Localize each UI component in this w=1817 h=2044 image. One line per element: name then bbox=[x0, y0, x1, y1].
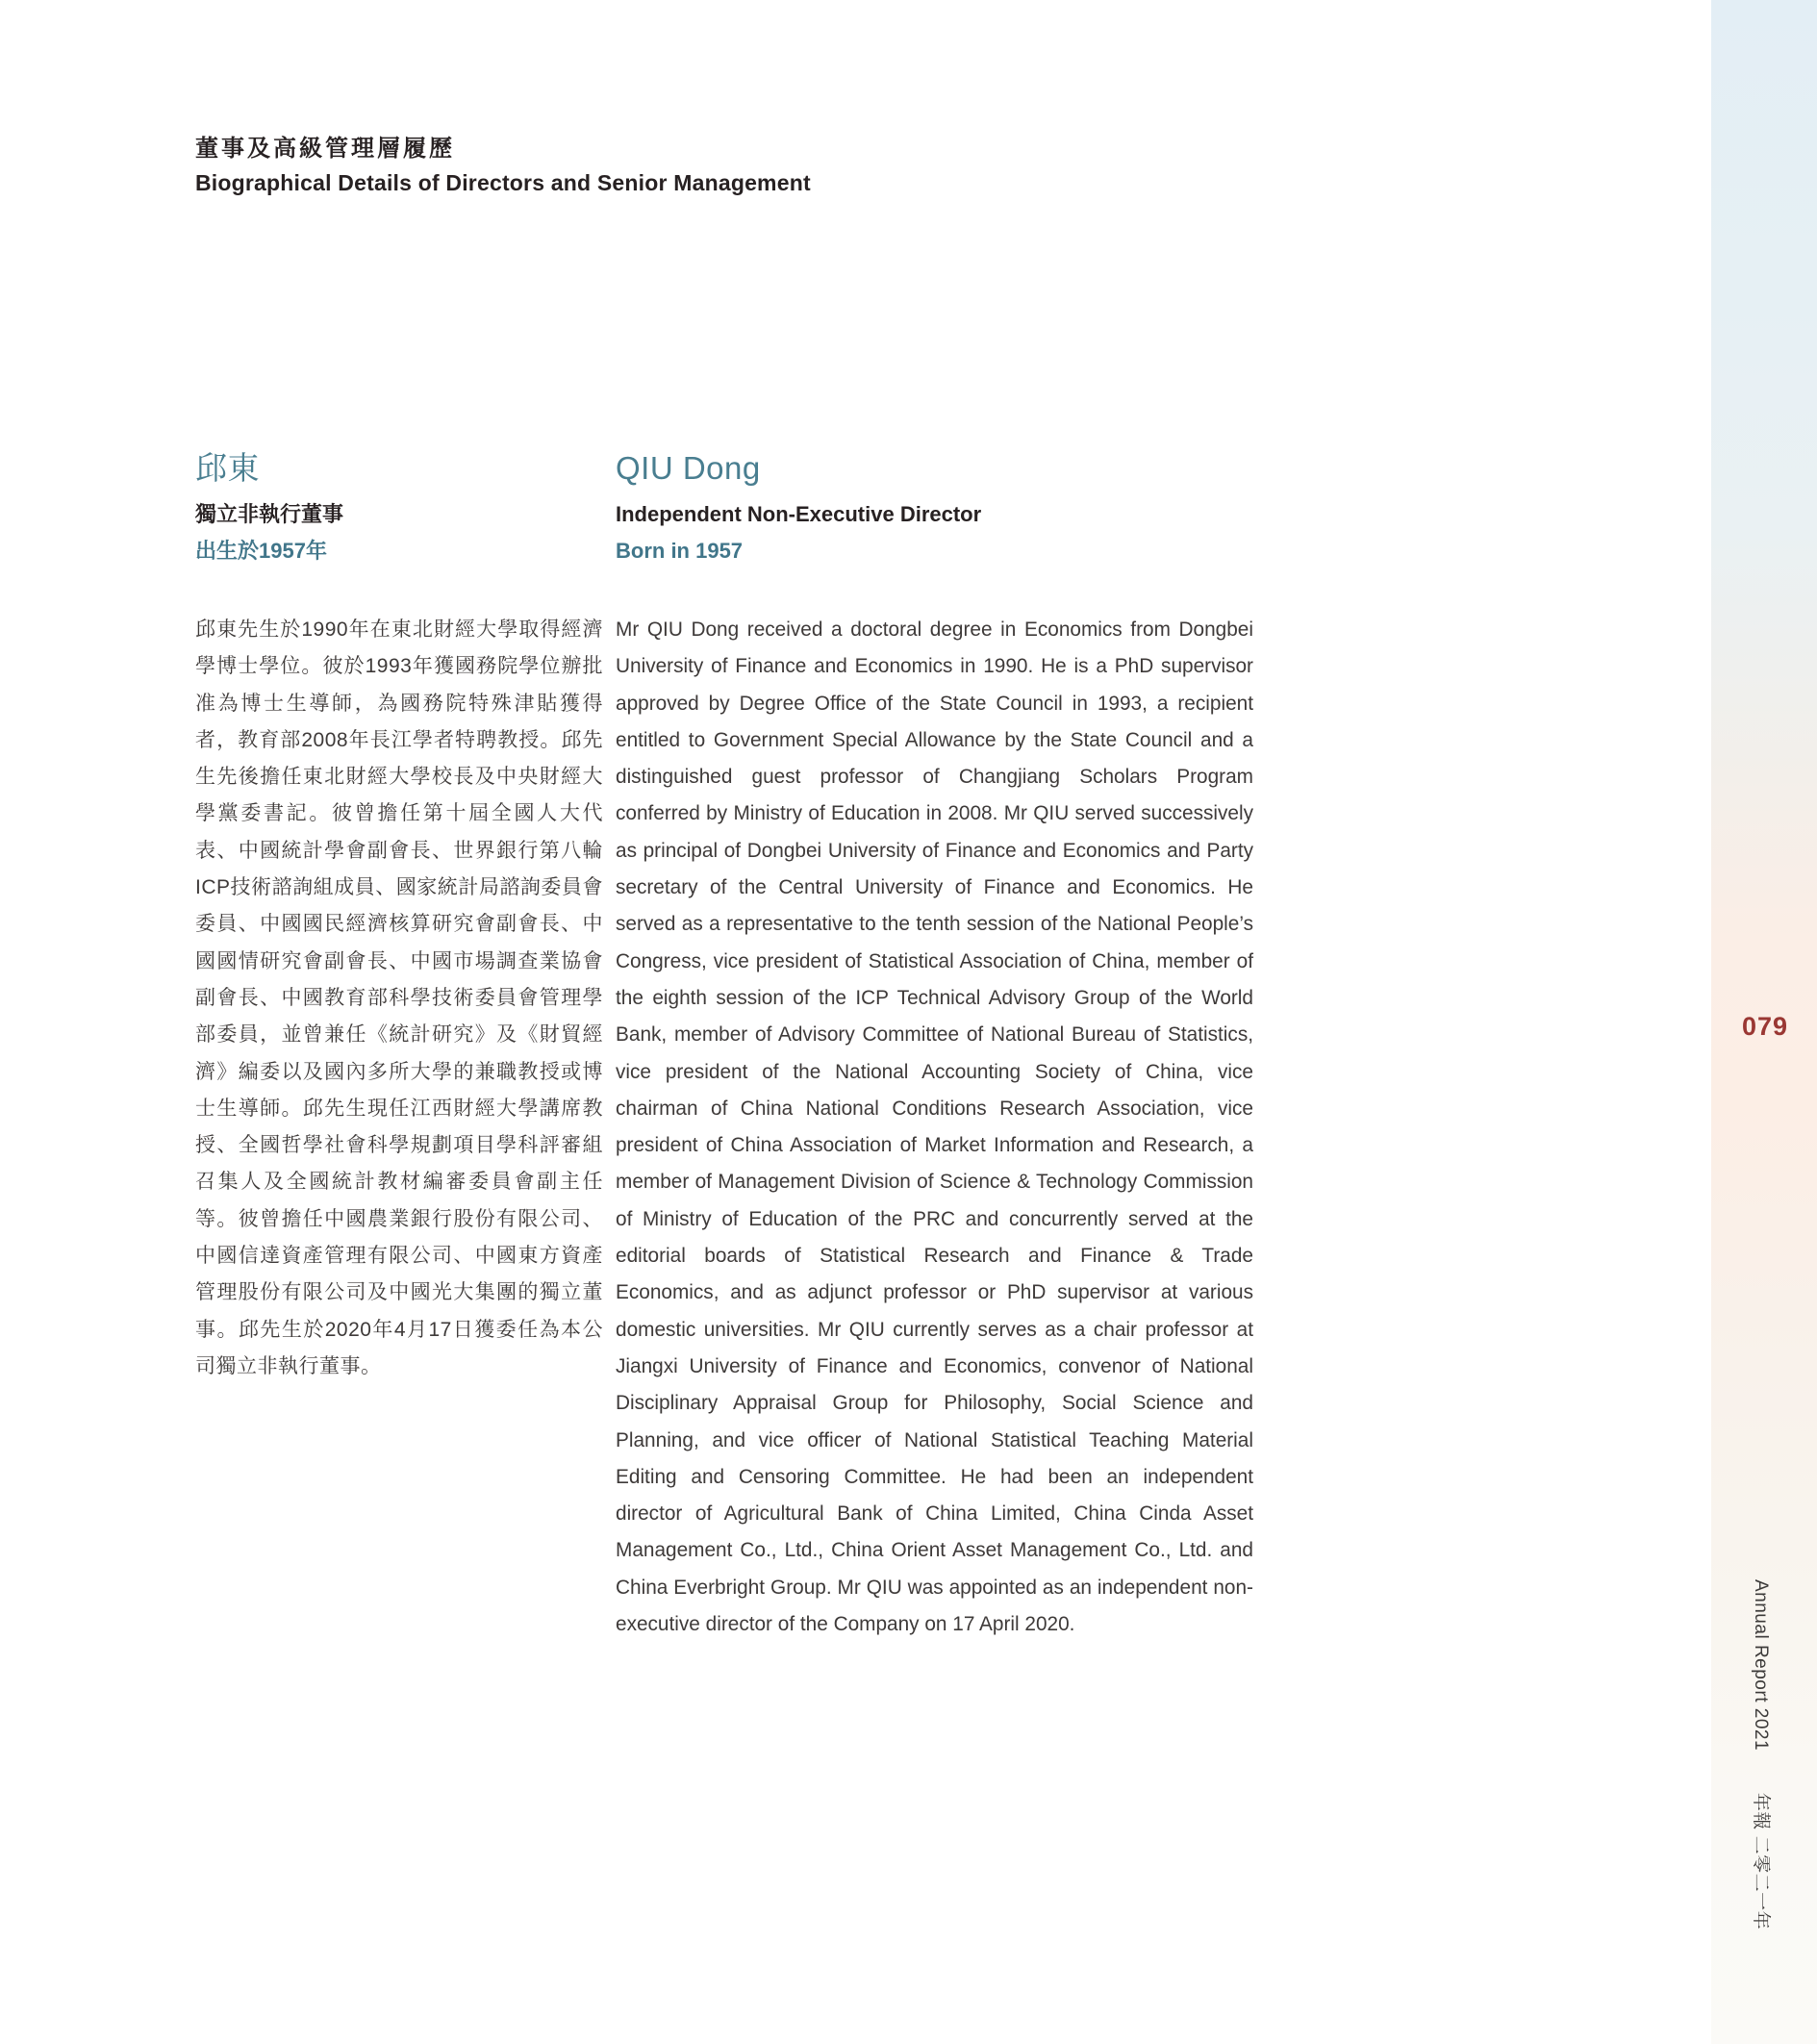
director-biography-english: Mr QIU Dong received a doctoral degree in Economics from Dongbei University of Finance and Economics in 1990. He is a PhD supervisor approved by Degree Office of the State Council in 1993, a recipient entitled to Government Special Allowance by the State Council and a distinguished guest professor of Changjiang Scholars Program conferred by Ministry of Education in 2008. Mr QIU served successively as principal of Dongbei University of Finance and Economics and Party secretary of the Central University of Finance and Economics. He served as a representative to the tenth session of the National People’s Congress, vice president of Statistical Association of China, member of the eighth session of the ICP Technical Advisory Group of the World Bank, member of Advisory Committee of National Bureau of Statistics, vice president of the National Accounting Society of China, vice chairman of China National Conditions Research Association, vice president of China Association of Market Information and Research, a member of Management Division of Science & Technology Commission of Ministry of Education of the PRC and concurrently served at the editorial boards of Statistical Research and Finance & Trade Economics, and as adjunct professor or PhD supervisor at various domestic universities. Mr QIU currently serves as a chair professor at Jiangxi University of Finance and Economics, convenor of National Disciplinary Appraisal Group for Philosophy, Social Science and Planning, and vice officer of National Statistical Teaching Material Editing and Censoring Committee. He had been an independent director of Agricultural Bank of China Limited, China Cinda Asset Management Co., Ltd., China Orient Asset Management Co., Ltd. and China Everbright Group. Mr QIU was appointed as an independent non-executive director of the Company on 17 April 2020. bbox=[616, 618, 1253, 1636]
director-biography-chinese: 邱東先生於1990年在東北財經大學取得經濟學博士學位。彼於1993年獲國務院學位辦批准為博士生導師，為國務院特殊津貼獲得者，教育部2008年長江學者特聘教授。邱先生先後擔任東北財經大學校長及中央財經大學黨委書記。彼曾擔任第十屆全國人大代表、中國統計學會副會長、世界銀行第八輪ICP技術諮詢組成員、國家統計局諮詢委員會委員、中國國民經濟核算研究會副會長、中國國情研究會副會長、中國市場調查業協會副會長、中國教育部科學技術委員會管理學部委員，並曾兼任《統計研究》及《財貿經濟》編委以及國內多所大學的兼職教授或博士生導師。邱先生現任江西財經大學講席教授、全國哲學社會科學規劃項目學科評審組召集人及全國統計教材編審委員會副主任等。彼曾擔任中國農業銀行股份有限公司、中國信達資產管理有限公司、中國東方資產管理股份有限公司及中國光大集團的獨立董事。邱先生於2020年4月17日獲委任為本公司獨立非執行董事。 bbox=[195, 618, 603, 1377]
director-name-chinese: 邱東 bbox=[195, 450, 260, 486]
page-title-english: Biographical Details of Directors and Senior Management bbox=[195, 170, 811, 195]
director-birth-year-english: Born in 1957 bbox=[616, 539, 744, 563]
page-title-chinese: 董事及高級管理層履歷 bbox=[195, 134, 455, 162]
director-birth-year-chinese: 出生於1957年 bbox=[195, 539, 327, 563]
spine-text-chinese: 年報 二零二一年 bbox=[1751, 1792, 1771, 1930]
spine-text-english: Annual Report 2021 bbox=[1751, 1579, 1771, 1752]
bio-column-chinese bbox=[195, 450, 603, 1385]
bio-column-english bbox=[616, 450, 1253, 1643]
director-role-chinese: 獨立非執行董事 bbox=[195, 502, 344, 526]
director-role-english: Independent Non-Executive Director bbox=[616, 502, 982, 526]
page-header bbox=[195, 133, 811, 196]
director-name-english: QIU Dong bbox=[616, 450, 761, 486]
spine-text bbox=[1750, 1579, 1776, 1930]
page-number: 079 bbox=[1741, 1012, 1789, 1041]
